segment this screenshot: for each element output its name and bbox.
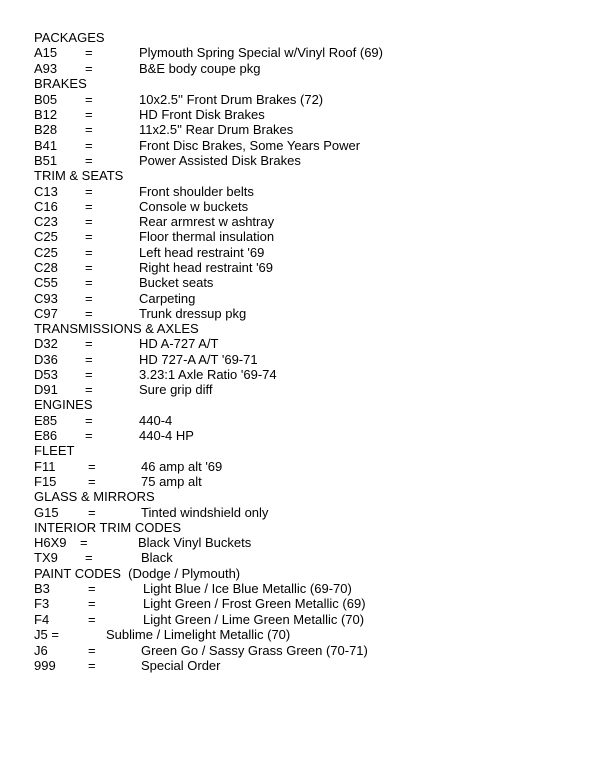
desc-b51: Power Assisted Disk Brakes (139, 153, 301, 168)
section-heading-trim-seats: TRIM & SEATS (34, 168, 124, 183)
section-heading-brakes: BRAKES (34, 76, 87, 91)
desc-c97: Trunk dressup pkg (139, 306, 247, 321)
code-999: 999 (34, 658, 56, 673)
section-heading-interior-trim-codes: INTERIOR TRIM CODES (34, 520, 182, 535)
equals-999: = (88, 658, 96, 673)
desc-c16: Console w buckets (139, 199, 249, 214)
code-g15: G15 (34, 505, 59, 520)
equals-b41: = (85, 138, 93, 153)
equals-c97: = (85, 306, 93, 321)
code-c25-insulation: C25 (34, 229, 58, 244)
section-heading-transmissions-axles: TRANSMISSIONS & AXLES (34, 321, 199, 336)
equals-c13: = (85, 184, 93, 199)
code-e86: E86 (34, 428, 58, 443)
equals-f4: = (88, 612, 96, 627)
section-heading-fleet: FLEET (34, 443, 75, 458)
equals-b12: = (85, 107, 93, 122)
code-f11: F11 (34, 459, 56, 474)
desc-d53: 3.23:1 Axle Ratio '69-74 (139, 367, 277, 382)
desc-tx9: Black (141, 550, 173, 565)
code-a93: A93 (34, 61, 58, 76)
equals-g15: = (88, 505, 96, 520)
equals-c93: = (85, 291, 93, 306)
desc-f15: 75 amp alt (141, 474, 202, 489)
desc-c28: Right head restraint '69 (139, 260, 274, 275)
code-b51: B51 (34, 153, 58, 168)
desc-c93: Carpeting (139, 291, 196, 306)
equals-tx9: = (85, 550, 93, 565)
desc-999: Special Order (141, 658, 221, 673)
equals-d36: = (85, 352, 93, 367)
desc-c23: Rear armrest w ashtray (139, 214, 275, 229)
code-b3: B3 (34, 581, 50, 596)
equals-a93: = (85, 61, 93, 76)
desc-a93: B&E body coupe pkg (139, 61, 261, 76)
equals-b51: = (85, 153, 93, 168)
code-c25-restraint: C25 (34, 245, 58, 260)
section-heading-paint-codes: PAINT CODES (Dodge / Plymouth) (34, 566, 241, 581)
code-c55: C55 (34, 275, 58, 290)
equals-f15: = (88, 474, 96, 489)
desc-d32: HD A-727 A/T (139, 336, 219, 351)
code-f3: F3 (34, 596, 50, 611)
code-d36: D36 (34, 352, 58, 367)
equals-f3: = (88, 596, 96, 611)
equals-a15: = (85, 45, 93, 60)
equals-c25-restraint: = (85, 245, 93, 260)
code-c93: C93 (34, 291, 58, 306)
desc-f3: Light Green / Frost Green Metallic (69) (143, 596, 366, 611)
code-c28: C28 (34, 260, 58, 275)
code-d53: D53 (34, 367, 58, 382)
section-heading-glass-mirrors: GLASS & MIRRORS (34, 489, 155, 504)
equals-d32: = (85, 336, 93, 351)
equals-b3: = (88, 581, 96, 596)
desc-j5: Sublime / Limelight Metallic (70) (106, 627, 291, 642)
equals-b05: = (85, 92, 93, 107)
desc-c25-insulation: Floor thermal insulation (139, 229, 275, 244)
code-b41: B41 (34, 138, 58, 153)
code-b28: B28 (34, 122, 58, 137)
desc-b3: Light Blue / Ice Blue Metallic (69-70) (143, 581, 352, 596)
code-c97: C97 (34, 306, 58, 321)
desc-e86: 440-4 HP (139, 428, 194, 443)
equals-j6: = (88, 643, 96, 658)
desc-h6x9: Black Vinyl Buckets (138, 535, 252, 550)
code-c13: C13 (34, 184, 58, 199)
code-j5: J5 = (34, 627, 59, 642)
equals-e85: = (85, 413, 93, 428)
desc-f11: 46 amp alt '69 (141, 459, 223, 474)
code-c23: C23 (34, 214, 58, 229)
desc-j6: Green Go / Sassy Grass Green (70-71) (141, 643, 368, 658)
equals-c16: = (85, 199, 93, 214)
code-j6: J6 (34, 643, 48, 658)
desc-f4: Light Green / Lime Green Metallic (70) (143, 612, 365, 627)
desc-c25-restraint: Left head restraint '69 (139, 245, 265, 260)
equals-c25-insulation: = (85, 229, 93, 244)
code-e85: E85 (34, 413, 58, 428)
equals-f11: = (88, 459, 96, 474)
equals-c28: = (85, 260, 93, 275)
desc-e85: 440-4 (139, 413, 173, 428)
desc-a15: Plymouth Spring Special w/Vinyl Roof (69) (139, 45, 383, 60)
code-d32: D32 (34, 336, 58, 351)
desc-d91: Sure grip diff (139, 382, 213, 397)
section-heading-packages: PACKAGES (34, 30, 105, 45)
equals-d91: = (85, 382, 93, 397)
desc-b28: 11x2.5'' Rear Drum Brakes (139, 122, 294, 137)
code-h6x9: H6X9 (34, 535, 67, 550)
desc-b12: HD Front Disk Brakes (139, 107, 265, 122)
code-b12: B12 (34, 107, 58, 122)
code-b05: B05 (34, 92, 58, 107)
equals-e86: = (85, 428, 93, 443)
desc-d36: HD 727-A A/T '69-71 (139, 352, 258, 367)
equals-c55: = (85, 275, 93, 290)
equals-c23: = (85, 214, 93, 229)
code-d91: D91 (34, 382, 58, 397)
desc-b05: 10x2.5'' Front Drum Brakes (72) (139, 92, 324, 107)
code-f15: F15 (34, 474, 57, 489)
section-heading-engines: ENGINES (34, 397, 93, 412)
desc-g15: Tinted windshield only (141, 505, 269, 520)
code-f4: F4 (34, 612, 50, 627)
equals-h6x9: = (80, 535, 88, 550)
code-c16: C16 (34, 199, 58, 214)
equals-d53: = (85, 367, 93, 382)
desc-b41: Front Disc Brakes, Some Years Power (139, 138, 361, 153)
desc-c13: Front shoulder belts (139, 184, 254, 199)
code-tx9: TX9 (34, 550, 58, 565)
desc-c55: Bucket seats (139, 275, 214, 290)
code-a15: A15 (34, 45, 58, 60)
equals-b28: = (85, 122, 93, 137)
